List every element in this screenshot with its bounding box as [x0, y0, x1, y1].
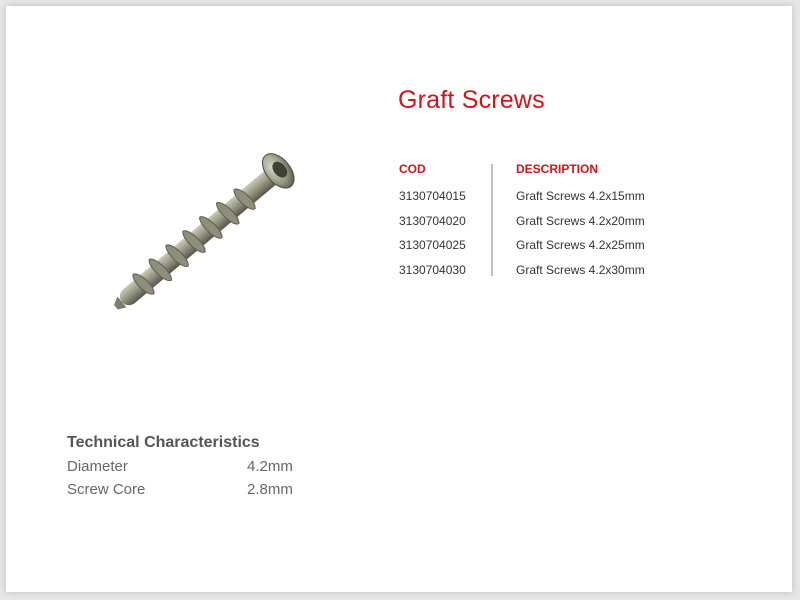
table-row: [399, 238, 699, 263]
table-row: [399, 214, 699, 239]
cell-cod: 3130704025: [399, 238, 466, 253]
cell-description: Graft Screws 4.2x25mm: [516, 238, 645, 253]
technical-characteristics: [67, 434, 327, 504]
spec-value: 2.8mm: [247, 481, 293, 498]
cell-description: Graft Screws 4.2x15mm: [516, 189, 645, 203]
spec-label: Diameter: [67, 458, 128, 475]
spec-row: [67, 458, 327, 481]
spec-label: Screw Core: [67, 481, 146, 498]
column-header-description: DESCRIPTION: [516, 162, 599, 176]
spec-row: [67, 481, 327, 504]
cell-cod: 3130704015: [399, 189, 466, 203]
cell-cod: 3130704030: [399, 263, 466, 278]
technical-title: Technical Characteristics: [67, 434, 260, 451]
cell-description: Graft Screws 4.2x30mm: [516, 263, 645, 278]
content-panel: [6, 6, 792, 592]
table-body: [399, 189, 699, 288]
table-row: [399, 189, 699, 214]
cell-cod: 3130704020: [399, 213, 466, 228]
page-title: Graft Screws: [398, 86, 545, 114]
graft-screw-image: [106, 144, 336, 324]
spec-value: 4.2mm: [247, 458, 293, 475]
cell-description: Graft Screws 4.2x20mm: [516, 213, 645, 228]
column-header-cod: COD: [399, 162, 426, 176]
table-row: [399, 263, 699, 288]
